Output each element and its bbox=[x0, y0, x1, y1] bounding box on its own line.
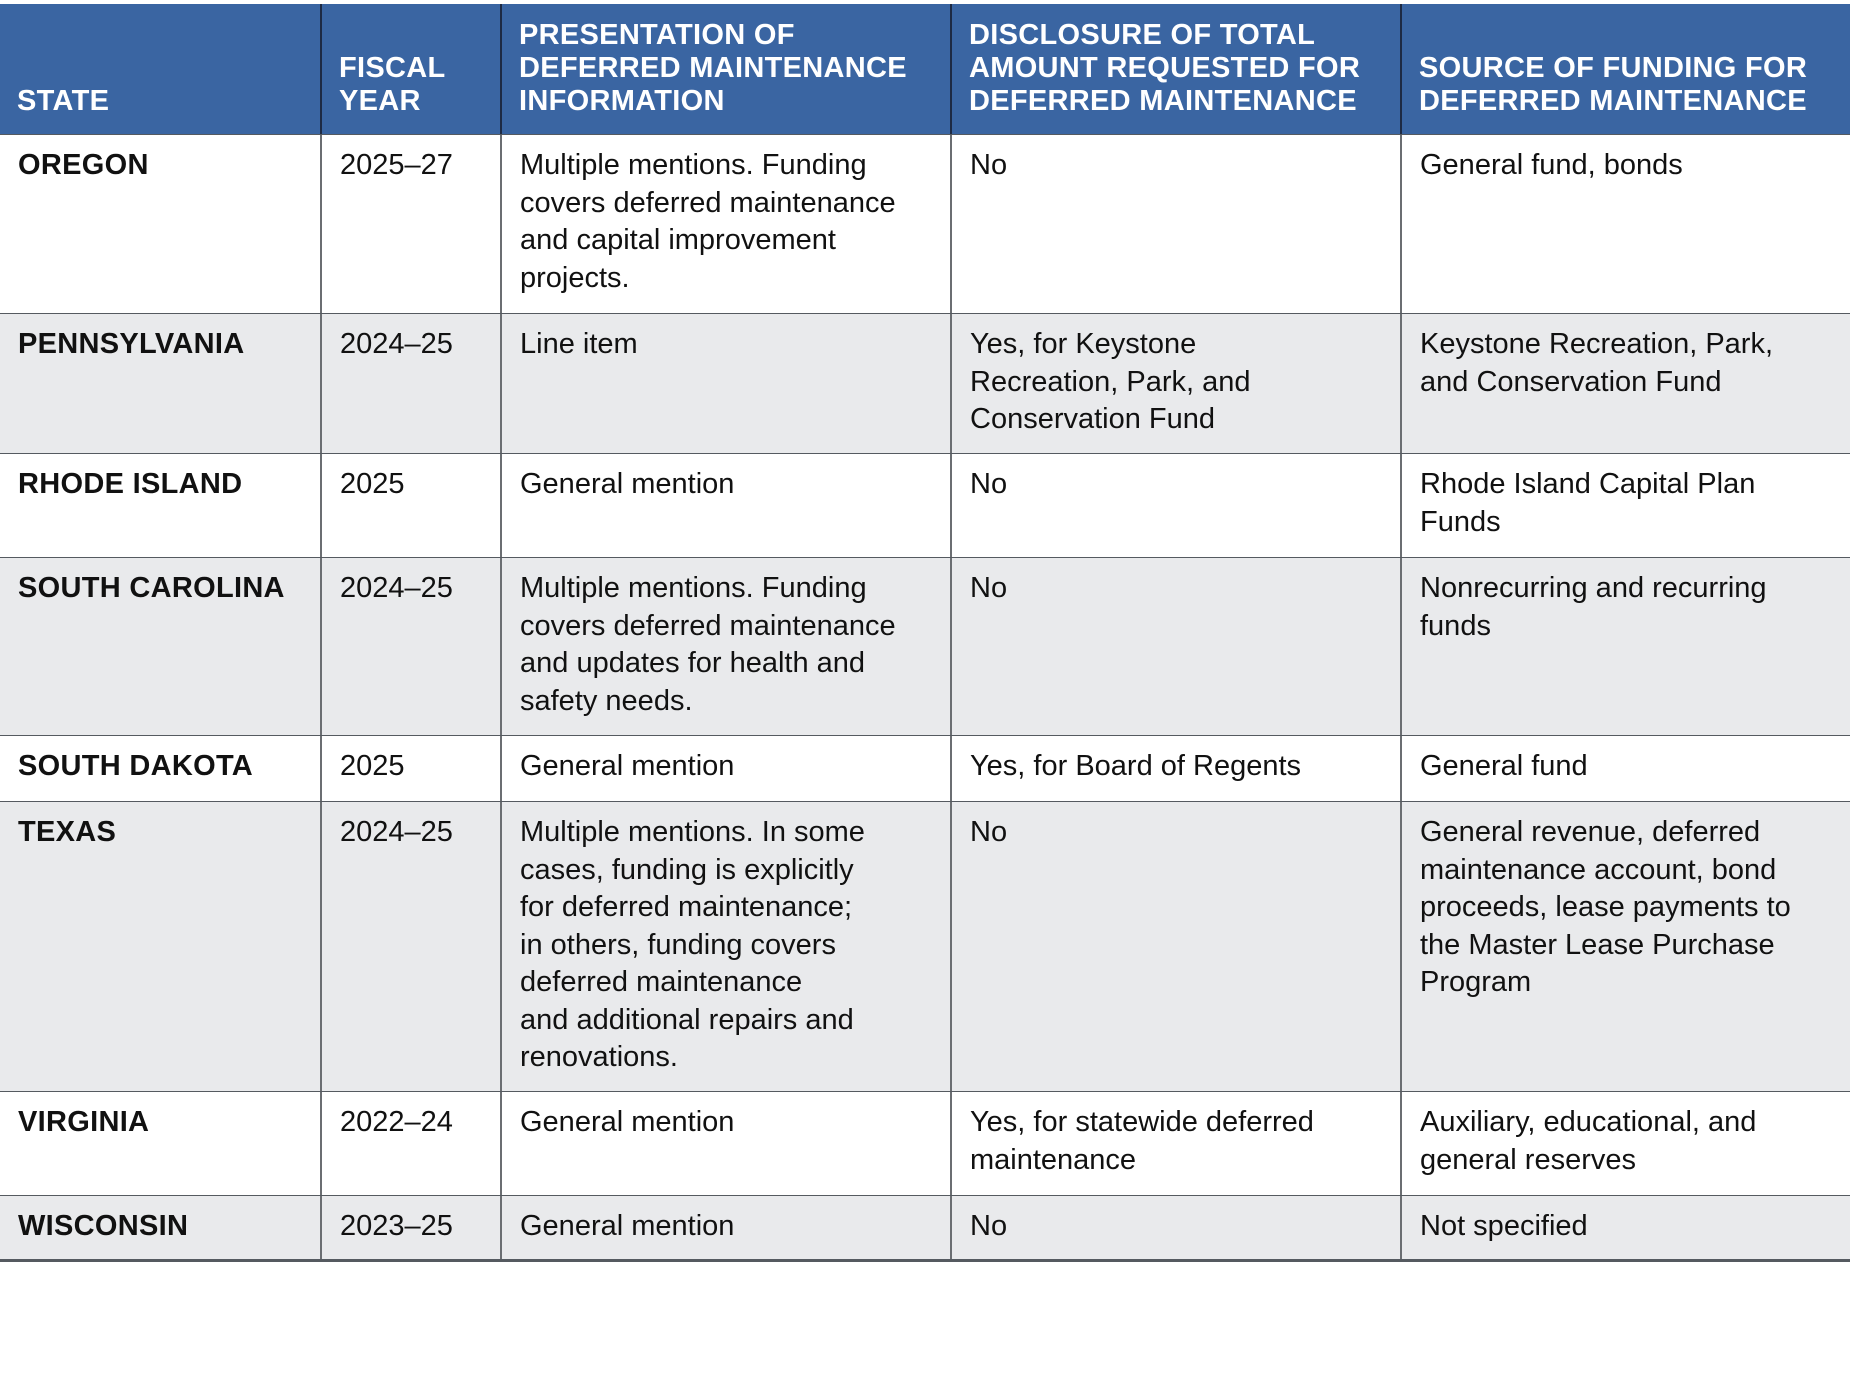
state-cell: OREGON bbox=[18, 149, 149, 181]
source-cell: General fund bbox=[1400, 736, 1850, 801]
fiscal-year-cell: 2024–25 bbox=[320, 802, 500, 1091]
source-cell: General revenue, deferred maintenance account, bond proceeds, lease payments to the Master Lease Purchase Program bbox=[1400, 802, 1850, 1091]
table-row bbox=[0, 735, 1850, 801]
presentation-cell: General mention bbox=[500, 1092, 950, 1195]
disclosure-cell: No bbox=[950, 558, 1400, 735]
state-cell: SOUTH DAKOTA bbox=[18, 750, 254, 782]
fiscal-year-cell: 2024–25 bbox=[320, 558, 500, 735]
table-row bbox=[0, 453, 1850, 557]
disclosure-cell: No bbox=[950, 454, 1400, 557]
table-row bbox=[0, 1195, 1850, 1262]
source-cell: Not specified bbox=[1400, 1196, 1850, 1259]
presentation-cell: General mention bbox=[500, 736, 950, 801]
disclosure-cell: Yes, for statewide deferred maintenance bbox=[950, 1092, 1400, 1195]
table-row bbox=[0, 1091, 1850, 1195]
state-cell: WISCONSIN bbox=[18, 1210, 189, 1242]
state-cell: TEXAS bbox=[18, 816, 117, 848]
fiscal-year-cell: 2022–24 bbox=[320, 1092, 500, 1195]
fiscal-year-cell: 2024–25 bbox=[320, 314, 500, 453]
presentation-cell: General mention bbox=[500, 454, 950, 557]
table-row bbox=[0, 134, 1850, 313]
source-cell: Auxiliary, educational, and general reserves bbox=[1400, 1092, 1850, 1195]
disclosure-cell: No bbox=[950, 135, 1400, 313]
table-header-row bbox=[0, 4, 1850, 134]
fiscal-year-cell: 2025 bbox=[320, 736, 500, 801]
table-row bbox=[0, 801, 1850, 1091]
disclosure-cell: No bbox=[950, 802, 1400, 1091]
fiscal-year-cell: 2025–27 bbox=[320, 135, 500, 313]
state-cell: SOUTH CAROLINA bbox=[18, 572, 285, 604]
source-cell: Rhode Island Capital Plan Funds bbox=[1400, 454, 1850, 557]
disclosure-cell: No bbox=[950, 1196, 1400, 1259]
presentation-cell: Multiple mentions. In some cases, funding is explicitly for deferred maintenance; in others, funding covers deferred maintenance and additional repairs and renovations. bbox=[500, 802, 950, 1091]
presentation-cell: Multiple mentions. Funding covers deferred maintenance and updates for health and safety needs. bbox=[500, 558, 950, 735]
state-cell: VIRGINIA bbox=[18, 1106, 150, 1138]
deferred-maintenance-table bbox=[0, 4, 1850, 1262]
column-header-fiscal-year: FISCAL YEAR bbox=[320, 4, 500, 134]
state-cell: PENNSYLVANIA bbox=[18, 328, 245, 360]
source-cell: General fund, bonds bbox=[1400, 135, 1850, 313]
state-cell: RHODE ISLAND bbox=[18, 468, 243, 500]
presentation-cell: Line item bbox=[500, 314, 950, 453]
column-header-disclosure: DISCLOSURE OF TOTAL AMOUNT REQUESTED FOR DEFERRED MAINTENANCE bbox=[950, 4, 1400, 134]
table-row bbox=[0, 557, 1850, 735]
source-cell: Keystone Recreation, Park, and Conservation Fund bbox=[1400, 314, 1850, 453]
presentation-cell: General mention bbox=[500, 1196, 950, 1259]
source-cell: Nonrecurring and recurring funds bbox=[1400, 558, 1850, 735]
fiscal-year-cell: 2023–25 bbox=[320, 1196, 500, 1259]
table-row bbox=[0, 313, 1850, 453]
column-header-source: SOURCE OF FUNDING FOR DEFERRED MAINTENANCE bbox=[1400, 4, 1850, 134]
disclosure-cell: Yes, for Board of Regents bbox=[950, 736, 1400, 801]
column-header-presentation: PRESENTATION OF DEFERRED MAINTENANCE INFORMATION bbox=[500, 4, 950, 134]
column-header-state: STATE bbox=[17, 85, 110, 117]
fiscal-year-cell: 2025 bbox=[320, 454, 500, 557]
disclosure-cell: Yes, for Keystone Recreation, Park, and Conservation Fund bbox=[950, 314, 1400, 453]
presentation-cell: Multiple mentions. Funding covers deferred maintenance and capital improvement projects. bbox=[500, 135, 950, 313]
